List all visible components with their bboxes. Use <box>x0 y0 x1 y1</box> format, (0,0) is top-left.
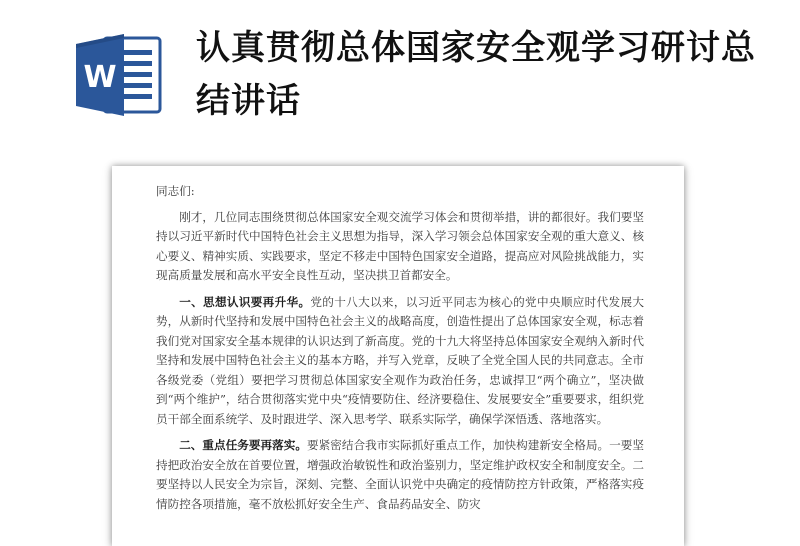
document-body <box>156 182 644 521</box>
paragraph-text: 党的十八大以来，以习近平同志为核心的党中央顺应时代发展大势，从新时代坚持和发展中国特色社会主义的战略高度，创造性提出了总体国家安全观，标志着我们党对国家安全基本规律的认识达到了新高度。党的十九大将坚持总体国家安全观纳入新时代坚持和发展中国特色社会主义的基本方略，并写入党章，反映了全党全国人民的共同意志。全市各级党委（党组）要把学习贯彻总体国家安全观作为政治任务，忠诚捍卫“两个确立”，坚决做到“两个维护”，结合贯彻落实党中央“疫情要防住、经济要稳住、发展要安全”重要要求，组织党员干部全面系统学、及时跟进学、深入思考学、联系实际学，确保学深悟透、落地落实。 <box>156 294 644 426</box>
paragraph-text: 要紧密结合我市实际抓好重点工作，加快构建新安全格局。一要坚持把政治安全放在首要位置，增强政治敏锐性和政治鉴别力，坚定维护政权安全和制度安全。二要坚持以人民安全为宗旨，深刻、完整、全面认识党中央确定的疫情防控方针政策，严格落实疫情防控各项措施，毫不放松抓好安全生产、食品药品安全、防灾 <box>156 438 644 511</box>
word-icon <box>74 32 164 118</box>
svg-text:W: W <box>83 60 117 95</box>
paragraph-intro <box>156 208 644 286</box>
section-heading: 一、思想认识要再升华。 <box>179 294 311 309</box>
page-title: 认真贯彻总体国家安全观学习研讨总结讲话 <box>196 28 756 121</box>
document-page <box>112 166 684 546</box>
header <box>0 0 800 150</box>
paragraph-text: 刚才，几位同志围绕贯彻总体国家安全观交流学习体会和贯彻举措，讲的都很好。我们要坚持以习近平新时代中国特色社会主义思想为指导，深入学习领会总体国家安全观的重大意义、核心要义、精神实质、实践要求，坚定不移走中国特色国家安全道路，提高应对风险挑战能力，实现高质量发展和高水平安全良性互动，坚决拱卫首都安全。 <box>156 209 644 282</box>
greeting: 同志们: <box>156 184 195 198</box>
section-heading: 二、重点任务要再落实。 <box>179 438 308 452</box>
paragraph-section-2 <box>156 436 644 514</box>
paragraph-section-1 <box>156 293 644 430</box>
